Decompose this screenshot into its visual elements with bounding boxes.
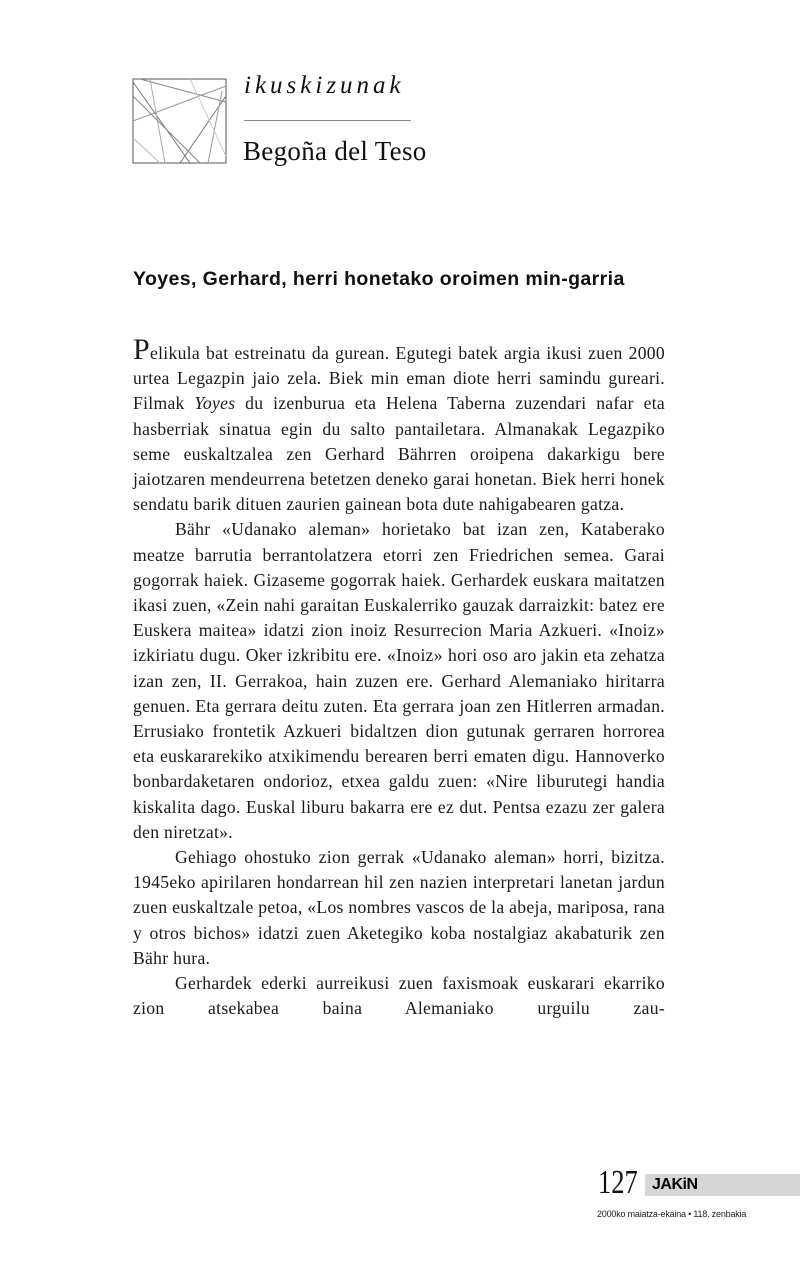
journal-brand: JAKiN [652,1176,698,1193]
section-label: ikuskizunak [244,72,405,99]
page-number: 127 [598,1164,638,1201]
paragraph-3: Gehiago ohostuko zion gerrak «Udanako aleman» horri, bizitza. 1945eko apirilaren hondarrean hil zen nazien interpretari lanetan jardun zuen euskaltzale petoa, «Los nombres vascos de la abeja, mariposa, rana y otros bichos» idatzi zuen Aketegiko koba nostalgiaz akabaturik zen Bähr hura. [133,847,665,968]
sketch-square-icon [130,76,230,166]
issue-info: 2000ko maiatza-ekaina • 118. zenbakia [597,1209,747,1219]
film-title: Yoyes [194,393,236,414]
paragraph-1: Pelikula bat estreinatu da gurean. Egutegi batek argia ikusi zuen 2000 urtea Legazpin jaio zela. Biek min eman diote herri samindu gureari. Filmak Yoyes du izenburua eta Helena Taberna zuzendari nafar eta hasberriak sinatua egin du salto pantailetara. Almanakak Legazpiko seme euskaltzalea zen Gerhard Bährren oroipena dakarkigu bere jaiotzaren mendeurrena betetzen deneko garai honetan. Biek herri honek sendatu barik dituen zaurien gainean bota dute nahigabearen gatza. [133,333,665,515]
drop-cap: P [133,333,150,366]
section-divider [244,120,411,121]
article-title: Yoyes, Gerhard, herri honetako oroimen min-garria [133,268,625,290]
paragraph-4: Gerhardek ederki aurreikusi zuen faxismoak euskarari ekarriko zion atsekabea baina Alemaniako urguilu zau- [133,973,665,1019]
paragraph-2: Bähr «Udanako aleman» horietako bat izan zen, Kataberako meatze barrutia berrantolatzera etorri zen Friedrichen semea. Garai gogorrak haiek. Gizaseme gogorrak haiek. Gerhardek euskara maitatzen ikasi zuen, «Zein nahi garaitan Euskalerriko gauzak darraizkit: batez ere Euskera maitea» idatzi zion inoiz Resurrecion Maria Azkueri. «Inoiz» izkiriatu dugu. Oker izkribitu ere. «Inoiz» hori oso aro jakin eta zehatza izan zen, II. Gerrakoa, hain zuzen ere. Gerhard Alemaniako hiritarra genuen. Eta gerrara deitu zuten. Eta gerrara joan zen Hitlerren armadan. Errusiako frontetik Azkueri bidaltzen dion gutunak gerraren horrorea eta euskararekiko atxikimendu berearen berri ematen digu. Hannoverko bonbardaketaren ondorioz, etxea galdu zuen: «Nire liburutegi handia kiskalita dago. Euskal liburu bakarra ere ez dut. Pentsa ezazu zer galera den niretzat». [133,519,665,842]
author-name: Begoña del Teso [243,136,427,166]
article-body [133,333,665,1021]
